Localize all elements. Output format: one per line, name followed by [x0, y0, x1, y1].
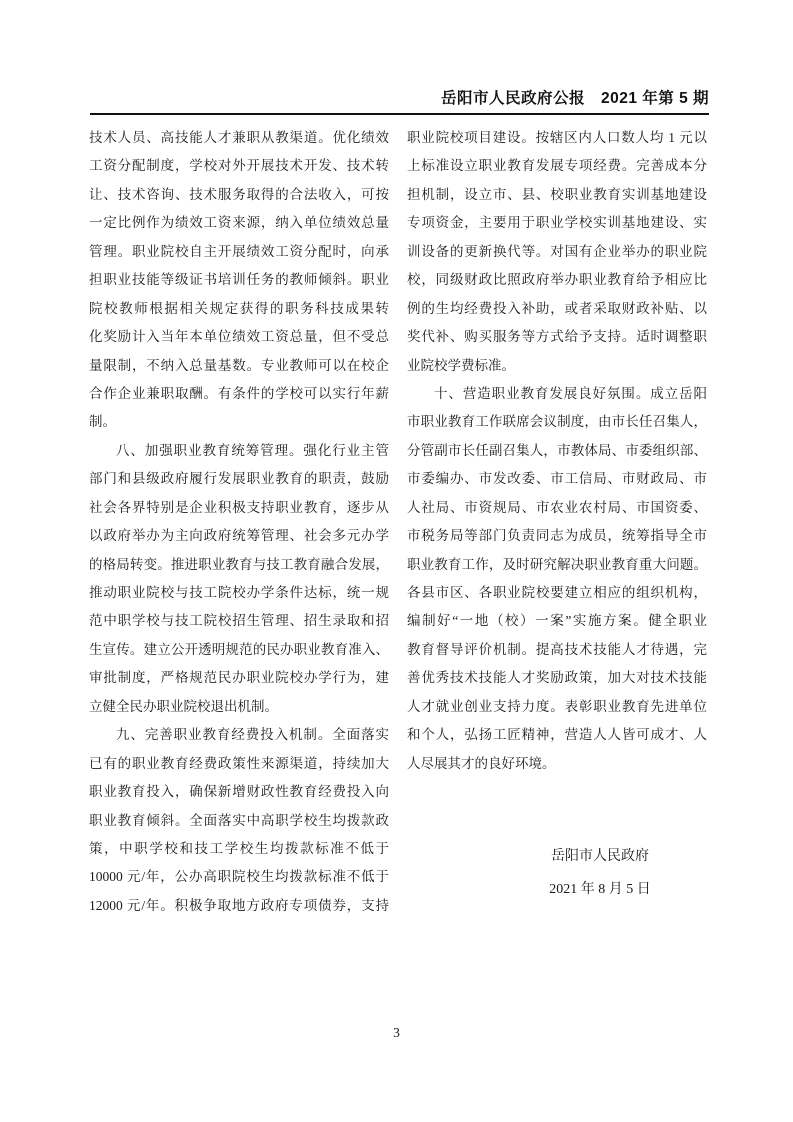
header-rule — [90, 113, 709, 115]
text-line: 部门和县级政府履行发展职业教育的职责，鼓励 — [89, 471, 389, 487]
text-line: 业院校学费标准。 — [407, 357, 515, 373]
text-line: 例的生均经费投入补助，或者采取财政补贴、以 — [407, 300, 707, 316]
text-line: 编制好“一地（校）一案”实施方案。健全职业 — [407, 613, 707, 629]
text-line: 工资分配制度，学校对外开展技术开发、技术转 — [89, 158, 389, 174]
text-line: 技术人员、高技能人才兼职从教渠道。优化绩效 — [89, 130, 389, 145]
text-line: 以政府举办为主向政府统筹管理、社会多元办学 — [89, 528, 389, 544]
text-line: 职业教育倾斜。全面落实中高职学校生均拨款政 — [89, 812, 389, 828]
text-line: 化奖励计入当年本单位绩效工资总量，但不受总 — [89, 329, 389, 345]
text-line: 市税务局等部门负责同志为成员，统筹指导全市 — [407, 528, 707, 544]
text-line: 一定比例作为绩效工资来源，纳入单位绩效总量 — [89, 215, 389, 231]
page-number: 3 — [393, 1025, 400, 1040]
text-column-right — [407, 124, 707, 906]
text-line: 的格局转变。推进职业教育与技工教育融合发展， — [89, 556, 389, 572]
text-line: 审批制度，严格规范民办职业院校办学行为，建 — [89, 670, 389, 686]
text-column-left — [89, 124, 389, 920]
text-line: 十、营造职业教育发展良好氛围。成立岳阳 — [434, 385, 707, 401]
text-line: 已有的职业教育经费政策性来源渠道，持续加大 — [89, 755, 389, 771]
signature-block — [493, 840, 707, 906]
text-line: 各县市区、各职业院校要建立相应的组织机构， — [407, 585, 707, 600]
text-line: 校，同级财政比照政府举办职业教育给予相应比 — [407, 272, 707, 288]
signature-date: 2021 年 8 月 5 日 — [549, 882, 651, 898]
text-line: 担职业技能等级证书培训任务的教师倾斜。职业 — [89, 272, 389, 288]
text-line: 担机制，设立市、县、校职业教育实训基地建设 — [407, 186, 707, 202]
text-line: 教育督导评价机制。提高技术技能人才待遇，完 — [407, 641, 707, 657]
page-header — [90, 86, 709, 108]
text-line: 生宣传。建立公开透明规范的民办职业教育准入、 — [89, 641, 389, 657]
text-line: 职业教育投入，确保新增财政性教育经费投入向 — [89, 784, 389, 800]
issue-label: 2021 年第 5 期 — [600, 90, 709, 107]
text-line: 推动职业院校与技工院校办学条件达标，统一规 — [89, 585, 389, 600]
text-line: 人尽展其才的良好环境。 — [407, 755, 556, 771]
text-line: 10000 元/年，公办高职院校生均拨款标准不低于 — [89, 869, 389, 885]
text-line: 量限制，不纳入总量基数。专业教师可以在校企 — [89, 357, 389, 373]
text-line: 院校教师根据相关规定获得的职务科技成果转 — [89, 300, 389, 316]
text-line: 市委编办、市发改委、市工信局、市财政局、市 — [407, 471, 707, 487]
text-line: 制。 — [89, 414, 116, 430]
text-line: 让、技术咨询、技术服务取得的合法收入，可按 — [89, 186, 389, 202]
text-line: 奖代补、购买服务等方式给予支持。适时调整职 — [407, 329, 707, 345]
text-line: 合作企业兼职取酬。有条件的学校可以实行年薪 — [89, 385, 389, 401]
signature-issuer: 岳阳市人民政府 — [551, 849, 649, 865]
text-line: 善优秀技术技能人才奖励政策，加大对技术技能 — [407, 670, 707, 686]
text-line: 立健全民办职业院校退出机制。 — [89, 698, 278, 714]
text-line: 专项资金，主要用于职业学校实训基地建设、实 — [407, 215, 707, 231]
text-line: 九、完善职业教育经费投入机制。全面落实 — [116, 727, 389, 743]
text-line: 12000 元/年。积极争取地方政府专项债券，支持 — [89, 897, 389, 913]
text-line: 社会各界特别是企业积极支持职业教育，逐步从 — [89, 499, 389, 515]
text-line: 范中职学校与技工院校招生管理、招生录取和招 — [89, 613, 389, 629]
text-line: 上标准设立职业教育发展专项经费。完善成本分 — [407, 158, 707, 174]
text-line: 和个人，弘扬工匠精神，营造人人皆可成才、人 — [407, 727, 707, 743]
text-line: 管理。职业院校自主开展绩效工资分配时，向承 — [89, 243, 389, 259]
text-line: 职业院校项目建设。按辖区内人口数人均 1 元以 — [407, 130, 707, 145]
text-line: 分管副市长任副召集人，市教体局、市委组织部、 — [407, 442, 707, 458]
text-line: 策，中职学校和技工学校生均拨款标准不低于 — [89, 840, 389, 856]
text-line: 职业教育工作，及时研究解决职业教育重大问题。 — [407, 556, 707, 572]
text-line: 训设备的更新换代等。对国有企业举办的职业院 — [407, 243, 707, 259]
text-line: 人社局、市资规局、市农业农村局、市国资委、 — [407, 499, 707, 515]
text-line: 市职业教育工作联席会议制度，由市长任召集人， — [407, 414, 707, 430]
text-line: 人才就业创业支持力度。表彰职业教育先进单位 — [407, 698, 707, 714]
text-line: 八、加强职业教育统筹管理。强化行业主管 — [116, 442, 389, 458]
gazette-title: 岳阳市人民政府公报 — [440, 90, 585, 107]
